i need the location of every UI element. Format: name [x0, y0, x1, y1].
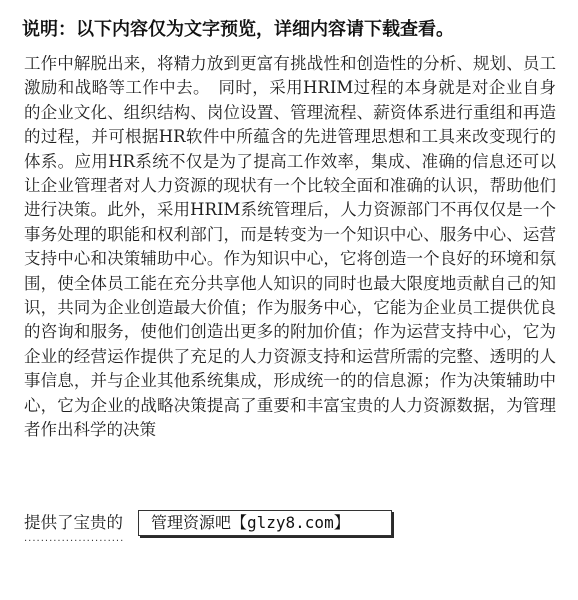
- preview-notice: 说明：以下内容仅为文字预览，详细内容请下载查看。: [22, 19, 454, 40]
- body-paragraph: 工作中解脱出来，将精力放到更富有挑战性和创造性的分析、规划、员工激励和战略等工作中去。 同时，采用HRIM过程的本身就是对企业自身的企业文化、组织结构、岗位设置、管理流程、薪资体系进行重组和再造的过程，并可根据HR软件中所蕴含的先进管理思想和工具来改变现行的体系。应用HR系统不仅是为了提高工作效率，集成、准确的信息还可以让企业管理者对人力资源的现状有一个比较全面和准确的认识，帮助他们进行决策。此外，采用HRIM系统管理后，人力资源部门不再仅仅是一个事务处理的职能和权利部门，而是转变为一个知识中心、服务中心、运营支持中心和决策辅助中心。作为知识中心，它将创造一个良好的环境和氛围，使全体员工能在充分共享他人知识的同时也最大限度地贡献自己的知识，共同为企业创造最大价值；作为服务中心，它能为企业员工提供优良的咨询和服务，使他们创造出更多的附加价值；作为运营支持中心，它为企业的经营运作提供了充足的人力资源支持和运营所需的完整、透明的人事信息，并与企业其他系统集成，形成统一的的信息源；作为决策辅助中心，它为企业的战略决策提高了重要和丰富宝贵的人力资源数据，为管理者作出科学的决策: [24, 54, 556, 440]
- body-last-line: 提供了宝贵的: [24, 513, 123, 532]
- truncation-dots: ························: [24, 536, 125, 547]
- watermark-banner: 管理资源吧【glzy8.com】: [138, 510, 392, 536]
